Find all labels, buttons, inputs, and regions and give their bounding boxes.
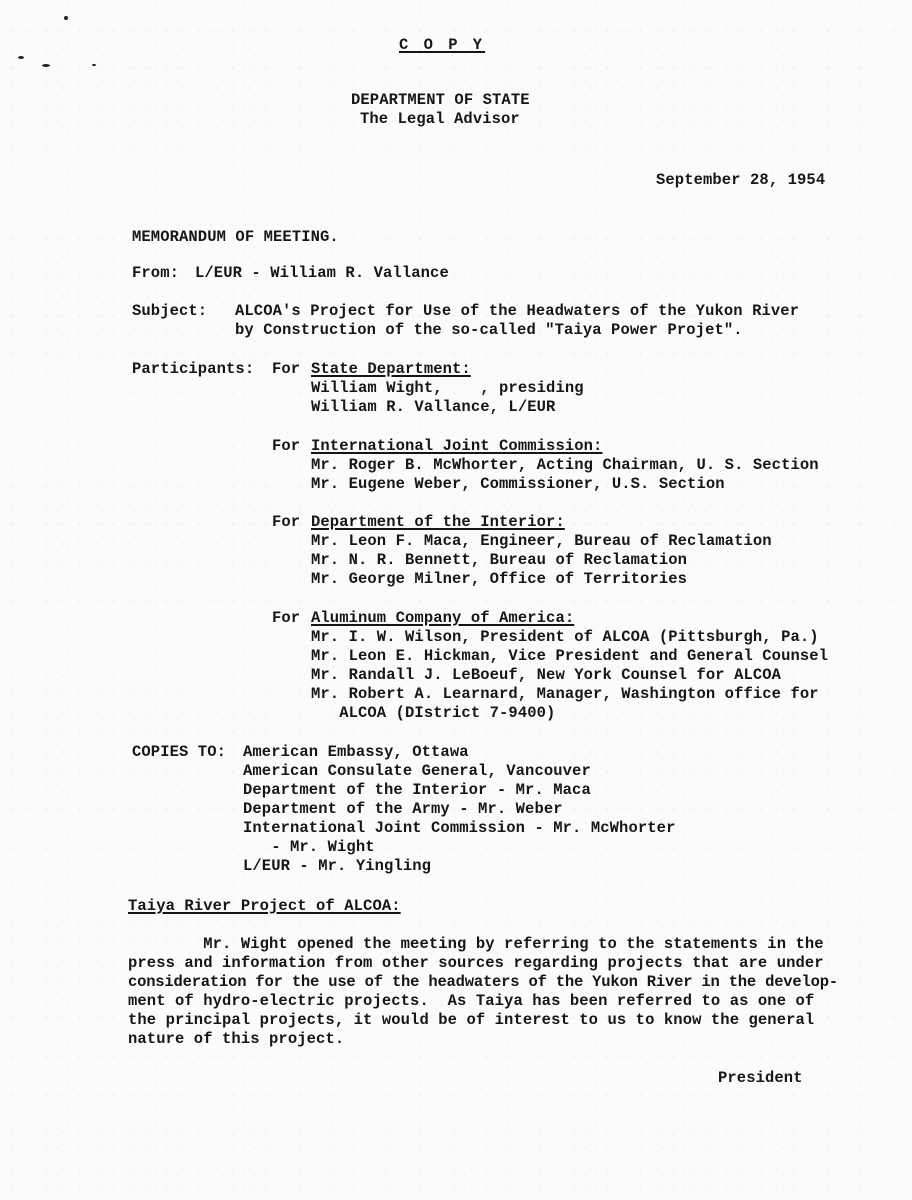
participant-line: William Wight, , presiding [311, 379, 584, 397]
participant-line: ALCOA (DIstrict 7-9400) [311, 704, 556, 722]
copy-recipient: American Embassy, Ottawa [243, 743, 469, 761]
participant-line: Mr. Roger B. McWhorter, Acting Chairman, U. S. Section [311, 456, 819, 474]
catchword: President [718, 1069, 803, 1087]
from-label: From: [132, 264, 180, 282]
for-label: For [272, 513, 301, 531]
copy-recipient: Department of the Army - Mr. Weber [243, 800, 563, 818]
participant-line: William R. Vallance, L/EUR [311, 398, 556, 416]
subject-line: by Construction of the so-called "Taiya Power Projet". [235, 321, 743, 339]
paragraph-line: consideration for the use of the headwaters of the Yukon River in the develop- [128, 973, 838, 991]
group-heading: Aluminum Company of America: [311, 609, 575, 627]
for-label: For [272, 609, 301, 627]
paragraph-line: press and information from other sources regarding projects that are under [128, 954, 824, 972]
paragraph-line: the principal projects, it would be of interest to us to know the general [128, 1011, 815, 1029]
participants-label: Participants: [132, 360, 255, 378]
scan-speck [42, 64, 50, 67]
copy-recipient: International Joint Commission - Mr. McWhorter [243, 819, 676, 837]
group-heading: Department of the Interior: [311, 513, 565, 531]
copy-recipient: - Mr. Wight [243, 838, 375, 856]
memo-date: September 28, 1954 [656, 171, 826, 189]
copy-recipient: Department of the Interior - Mr. Maca [243, 781, 591, 799]
participant-line: Mr. N. R. Bennett, Bureau of Reclamation [311, 551, 688, 569]
paragraph-line: nature of this project. [128, 1030, 345, 1048]
copy-recipient: L/EUR - Mr. Yingling [243, 857, 432, 875]
group-heading: State Department: [311, 360, 471, 378]
office-name: The Legal Advisor [360, 110, 520, 128]
copy-recipient: American Consulate General, Vancouver [243, 762, 591, 780]
scan-speck [18, 56, 24, 59]
department-name: DEPARTMENT OF STATE [351, 91, 530, 109]
participant-line: Mr. Eugene Weber, Commissioner, U.S. Section [311, 475, 725, 493]
section-heading: Taiya River Project of ALCOA: [128, 897, 401, 915]
participant-line: Mr. George Milner, Office of Territories [311, 570, 688, 588]
for-label: For [272, 437, 301, 455]
memo-title: MEMORANDUM OF MEETING. [132, 228, 339, 246]
subject-line: ALCOA's Project for Use of the Headwaters of the Yukon River [235, 302, 800, 320]
for-label: For [272, 360, 301, 378]
paragraph-line: Mr. Wight opened the meeting by referring to the statements in the [128, 935, 824, 953]
participant-line: Mr. I. W. Wilson, President of ALCOA (Pittsburgh, Pa.) [311, 628, 819, 646]
copy-stamp: C O P Y [399, 36, 486, 54]
from-value: L/EUR - William R. Vallance [195, 264, 449, 282]
copies-label: COPIES TO: [132, 743, 227, 761]
subject-label: Subject: [132, 302, 208, 320]
participant-line: Mr. Leon E. Hickman, Vice President and General Counsel [311, 647, 829, 665]
scan-speck [64, 16, 68, 20]
group-heading: International Joint Commission: [311, 437, 603, 455]
participant-line: Mr. Leon F. Maca, Engineer, Bureau of Reclamation [311, 532, 772, 550]
paragraph-line: ment of hydro-electric projects. As Taiya has been referred to as one of [128, 992, 815, 1010]
participant-line: Mr. Robert A. Learnard, Manager, Washington office for [311, 685, 819, 703]
scan-speck [92, 64, 96, 66]
participant-line: Mr. Randall J. LeBoeuf, New York Counsel for ALCOA [311, 666, 782, 684]
